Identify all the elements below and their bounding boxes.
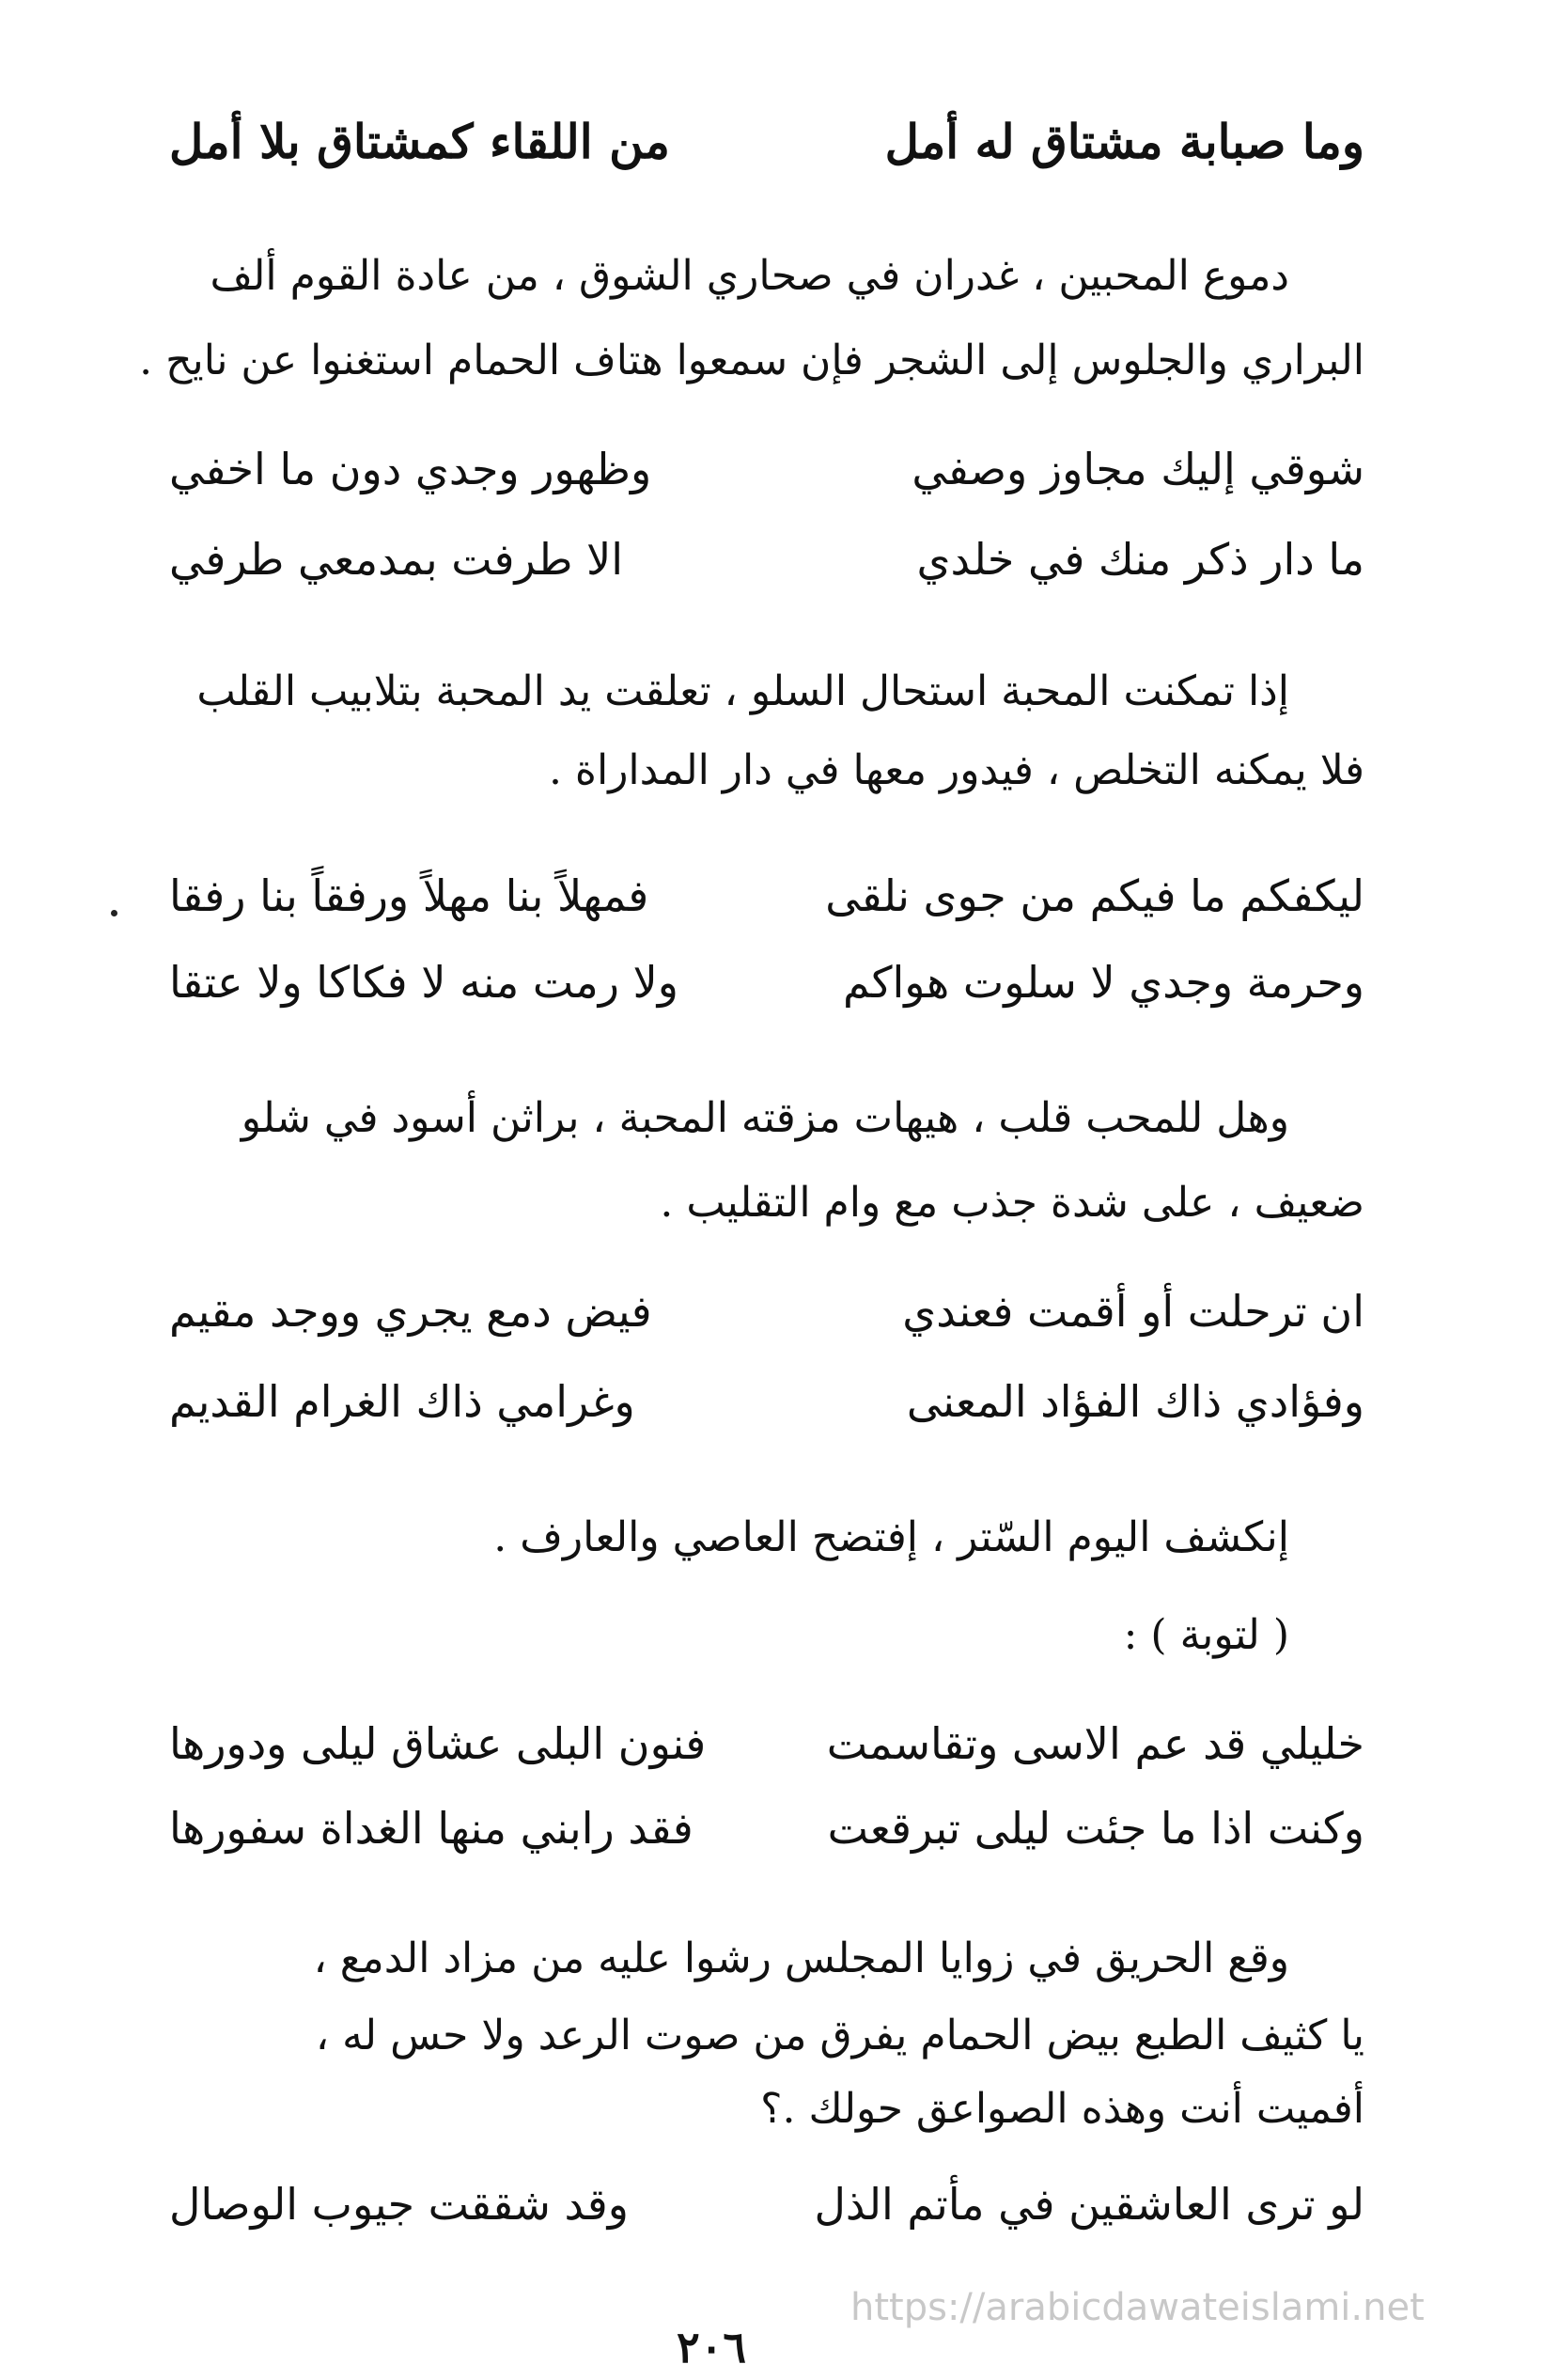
verse-hemistich-second: فمهلاً بنا مهلاً ورفقاً بنا رفقا: [169, 870, 649, 921]
verse-line: [169, 1369, 1364, 1434]
watermark-url: https://arabicdawateislami.net: [850, 2286, 1425, 2329]
verse-line: [169, 863, 1364, 929]
verse-line: [169, 109, 1364, 175]
prose-line: فلا يمكنه التخلص ، فيدور معها في دار المداراة .: [548, 746, 1364, 794]
verse-hemistich-first: ما دار ذكر منك في خلدي: [916, 534, 1364, 585]
verse-hemistich-first: وما صبابة مشتاق له أمل: [884, 114, 1364, 169]
prose-line: وهل للمحب قلب ، هيهات مزقته المحبة ، براثن أسود في شلو: [241, 1094, 1289, 1142]
verse-hemistich-second: فيض دمع يجري ووجد مقيم: [169, 1286, 652, 1337]
verse-hemistich-second: فنون البلى عشاق ليلى ودورها: [169, 1718, 707, 1769]
verse-hemistich-first: خليلي قد عم الاسى وتقاسمت: [826, 1718, 1364, 1769]
prose-line: يا كثيف الطبع بيض الحمام يفرق من صوت الرعد ولا حس له ،: [315, 2012, 1364, 2059]
verse-hemistich-first: وحرمة وجدي لا سلوت هواكم: [842, 957, 1364, 1008]
verse-hemistich-second: الا طرفت بمدمعي طرفي: [169, 534, 624, 585]
prose-line: إذا تمكنت المحبة استحال السلو ، تعلقت يد المحبة بتلابيب القلب: [196, 667, 1289, 715]
prose-line: دموع المحبين ، غدران في صحاري الشوق ، من عادة القوم ألف: [210, 252, 1289, 300]
verse-hemistich-second: من اللقاء كمشتاق بلا أمل: [169, 114, 670, 169]
verse-hemistich-second: وظهور وجدي دون ما اخفي: [169, 444, 652, 494]
verse-hemistich-first: وكنت اذا ما جئت ليلى تبرقعت: [827, 1803, 1364, 1854]
verse-line: [169, 436, 1364, 502]
verse-hemistich-second: فقد رابني منها الغداة سفورها: [169, 1803, 694, 1854]
verse-line: [169, 1711, 1364, 1777]
verse-line: [169, 526, 1364, 592]
verse-line: [169, 2171, 1364, 2237]
verse-hemistich-first: لو ترى العاشقين في مأتم الذل: [814, 2179, 1364, 2230]
verse-hemistich-first: شوقي إليك مجاوز وصفي: [912, 444, 1364, 494]
verse-hemistich-second: وقد شققت جيوب الوصال: [169, 2179, 629, 2230]
poet-attribution: ( لتوبة ) :: [1123, 1611, 1289, 1659]
scan-speck: [111, 910, 117, 916]
verse-line: [169, 1278, 1364, 1344]
prose-line: ضعيف ، على شدة جذب مع وام التقليب .: [660, 1179, 1364, 1227]
verse-hemistich-second: ولا رمت منه لا فكاكا ولا عتقا: [169, 957, 679, 1008]
verse-hemistich-first: وفؤادي ذاك الفؤاد المعنى: [906, 1376, 1364, 1427]
prose-line: البراري والجلوس إلى الشجر فإن سمعوا هتاف الحمام استغنوا عن نايح .: [139, 337, 1364, 384]
page-number: ٢٠٦: [677, 2322, 747, 2372]
verse-hemistich-first: ليكفكم ما فيكم من جوى نلقى: [825, 870, 1364, 921]
verse-hemistich-first: ان ترحلت أو أقمت فعندي: [902, 1286, 1364, 1337]
prose-line: إنكشف اليوم السّتر ، إفتضح العاصي والعارف .: [493, 1513, 1289, 1561]
verse-line: [169, 949, 1364, 1015]
prose-line: وقع الحريق في زوايا المجلس رشوا عليه من مزاد الدمع ،: [313, 1934, 1289, 1982]
verse-line: [169, 1795, 1364, 1861]
verse-hemistich-second: وغرامي ذاك الغرام القديم: [169, 1376, 635, 1427]
prose-line: أفميت أنت وهذه الصواعق حولك .؟: [760, 2085, 1364, 2133]
